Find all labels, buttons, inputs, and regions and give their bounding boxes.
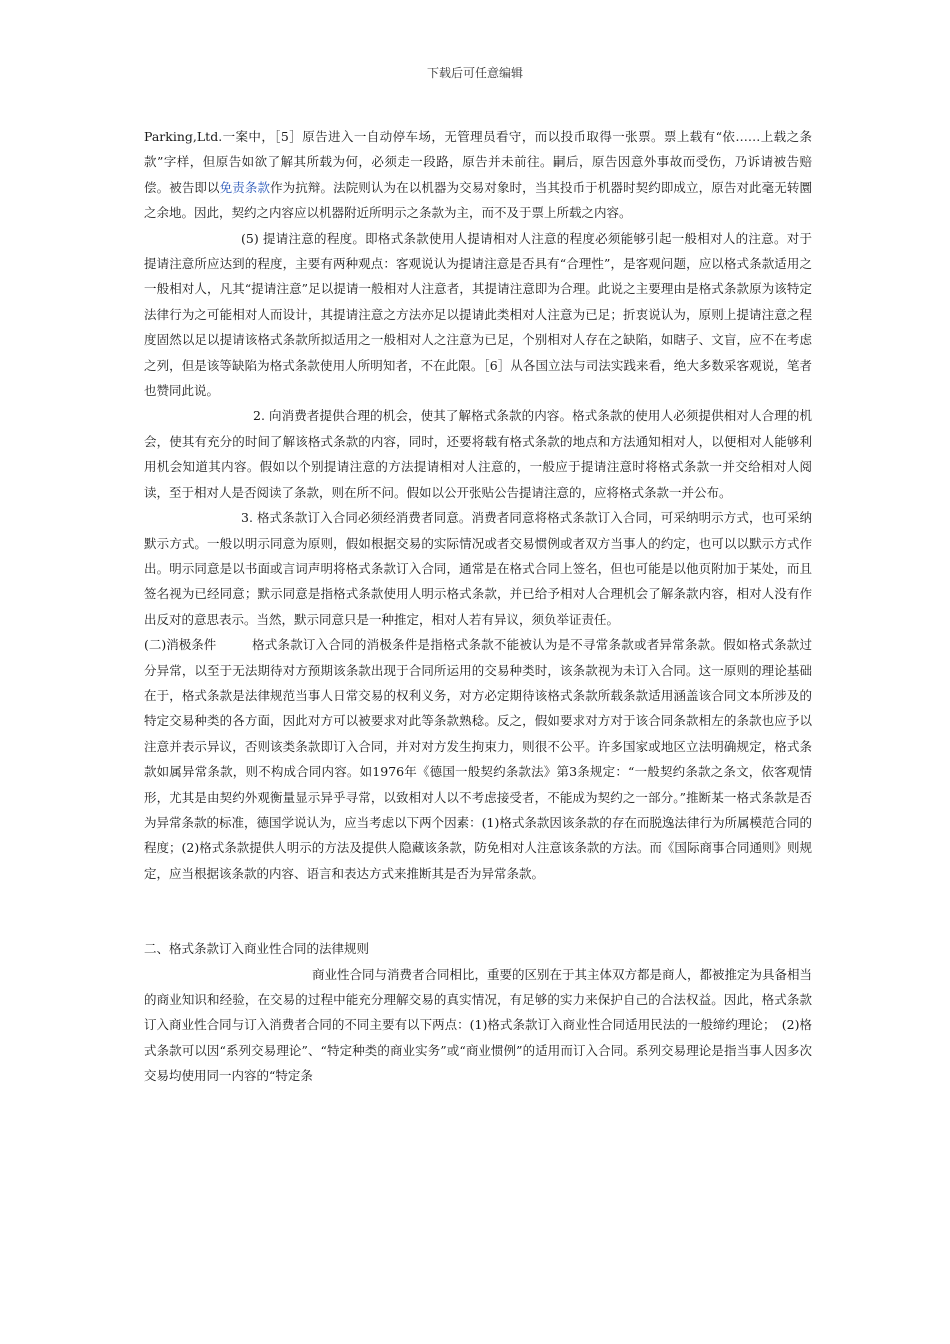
spacer (144, 886, 812, 936)
paragraph-text: Parking,Ltd.一案中，［5］原告进入一自动停车场，无管理员看守，而以投币取得一张票。票上载有“依……上载之条款”字样，但原告如欲了解其所载为何，必须走一段路，原告并未前往。嗣后，原告因意外事故而受伤，乃诉请被告赔偿。被告即以 (144, 129, 812, 195)
paragraph: 2. 向消费者提供合理的机会，使其了解格式条款的内容。格式条款的使用人必须提供相对人合理的机会，使其有充分的时间了解该格式条款的内容，同时，还要将载有格式条款的地点和方法通知相对人，以便相对人能够利用机会知道其内容。假如以个别提请注意的方法提请相对人注意的，一般应于提请注意时将格式条款一并交给相对人阅读，至于相对人是否阅读了条款，则在所不问。假如以公开张贴公告提请注意的，应将格式条款一并公布。 (144, 408, 812, 500)
paragraph: (5) 提请注意的程度。即格式条款使用人提请相对人注意的程度必须能够引起一般相对人的注意。对于提请注意所应达到的程度，主要有两种观点：客观说认为提请注意是否具有“合理性”，是客观问题，应以格式条款适用之一般相对人，凡其“提请注意”足以提请一般相对人注意者，其提请注意即为合理。此说之主要理由是格式条款原为该特定法律行为之可能相对人而设计，其提请注意之方法亦足以提请此类相对人注意为已足；折衷说认为，原则上提请注意之程度固然以足以提请该格式条款所拟适用之一般相对人之注意为已足，个别相对人存在之缺陷，如瞎子、文盲，应不在考虑之列，但是该等缺陷为格式条款使用人所明知者，不在此限。［6］从各国立法与司法实践来看，绝大多数采客观说，笔者也赞同此说。 (144, 230, 812, 399)
section-heading: (二)消极条件 (144, 637, 217, 653)
document-body (144, 124, 812, 1089)
paragraph: 3. 格式条款订入合同必须经消费者同意。消费者同意将格式条款订入合同，可采纳明示方式，也可采纳默示方式。一般以明示同意为原则，假如根据交易的实际情况或者交易惯例或者双方当事人的约定，也可以以默示方式作出。明示同意是以书面或言词声明将格式条款订入合同，通常是在格式合同上签名，但也可能是以他页附加于某处，而且签名视为已经同意；默示同意是指格式条款使用人明示格式条款，并已给予相对人合理机会了解条款内容，相对人没有作出反对的意思表示。当然，默示同意只是一种推定，相对人若有异议，须负举证责任。 (144, 510, 812, 627)
page-header: 下载后可任意编辑 (426, 66, 523, 80)
paragraph: 商业性合同与消费者合同相比，重要的区别在于其主体双方都是商人，都被推定为具备相当的商业知识和经验，在交易的过程中能充分理解交易的真实情况，有足够的实力来保护自己的合法权益。因此，格式条款订入商业性合同与订入消费者合同的不同主要有以下两点：(1)格式条款订入商业性合同适用民法的一般缔约理论； (2)格式条款可以因“系列交易理论”、“特定种类的商业实务”或“商业惯例”的适用而订入合同。系列交易理论是指当事人因多次交易均使用同一内容的“特定条 (144, 966, 813, 1084)
disclaimer-clause-link[interactable]: 免责条款 (219, 179, 271, 195)
paragraph: 格式条款订入合同的消极条件是指格式条款不能被认为是不寻常条款或者异常条款。假如格式条款过分异常，以至于无法期待对方预期该条款出现于合同所运用的交易种类时，该条款视为未订入合同。这一原则的理论基础在于，格式条款是法律规范当事人日常交易的权利义务，对方必定期待该格式条款所载条款适用涵盖该合同文本所涉及的特定交易种类的各方面，因此对方可以被要求对此等条款熟稔。反之，假如要求对方对于该合同条款相左的条款也应予以注意并表示异议，否则该类条款即订入合同，并对对方发生拘束力，则很不公平。许多国家或地区立法明确规定，格式条款如属异常条款，则不构成合同内容。如1976年《德国一般契约条款法》第3条规定：“一般契约条款之条文，依客观情形，尤其是由契约外观衡量显示异乎寻常，以致相对人以不考虑接受者，不能成为契约之一部分。”推断某一格式条款是否为异常条款的标准，德国学说认为，应当考虑以下两个因素：(1)格式条款因该条款的存在而脱逸法律行为所属模范合同的程度；(2)格式条款提供人明示的方法及提供人隐藏该条款，防免相对人注意该条款的方法。而《国际商事合同通则》则规定，应当根据该条款的内容、语言和表达方式来推断其是否为异常条款。 (144, 637, 812, 881)
paragraph (144, 124, 812, 226)
paragraph-text: 作为抗辩。法院则认为在以机器为交易对象时，当其投币于机器时契约即成立，原告对此毫无转圜之余地。因此，契约之内容应以机器附近所明示之条款为主，而不及于票上所载之内容。 (144, 179, 812, 221)
section-heading: 二、格式条款订入商业性合同的法律规则 (144, 941, 370, 957)
